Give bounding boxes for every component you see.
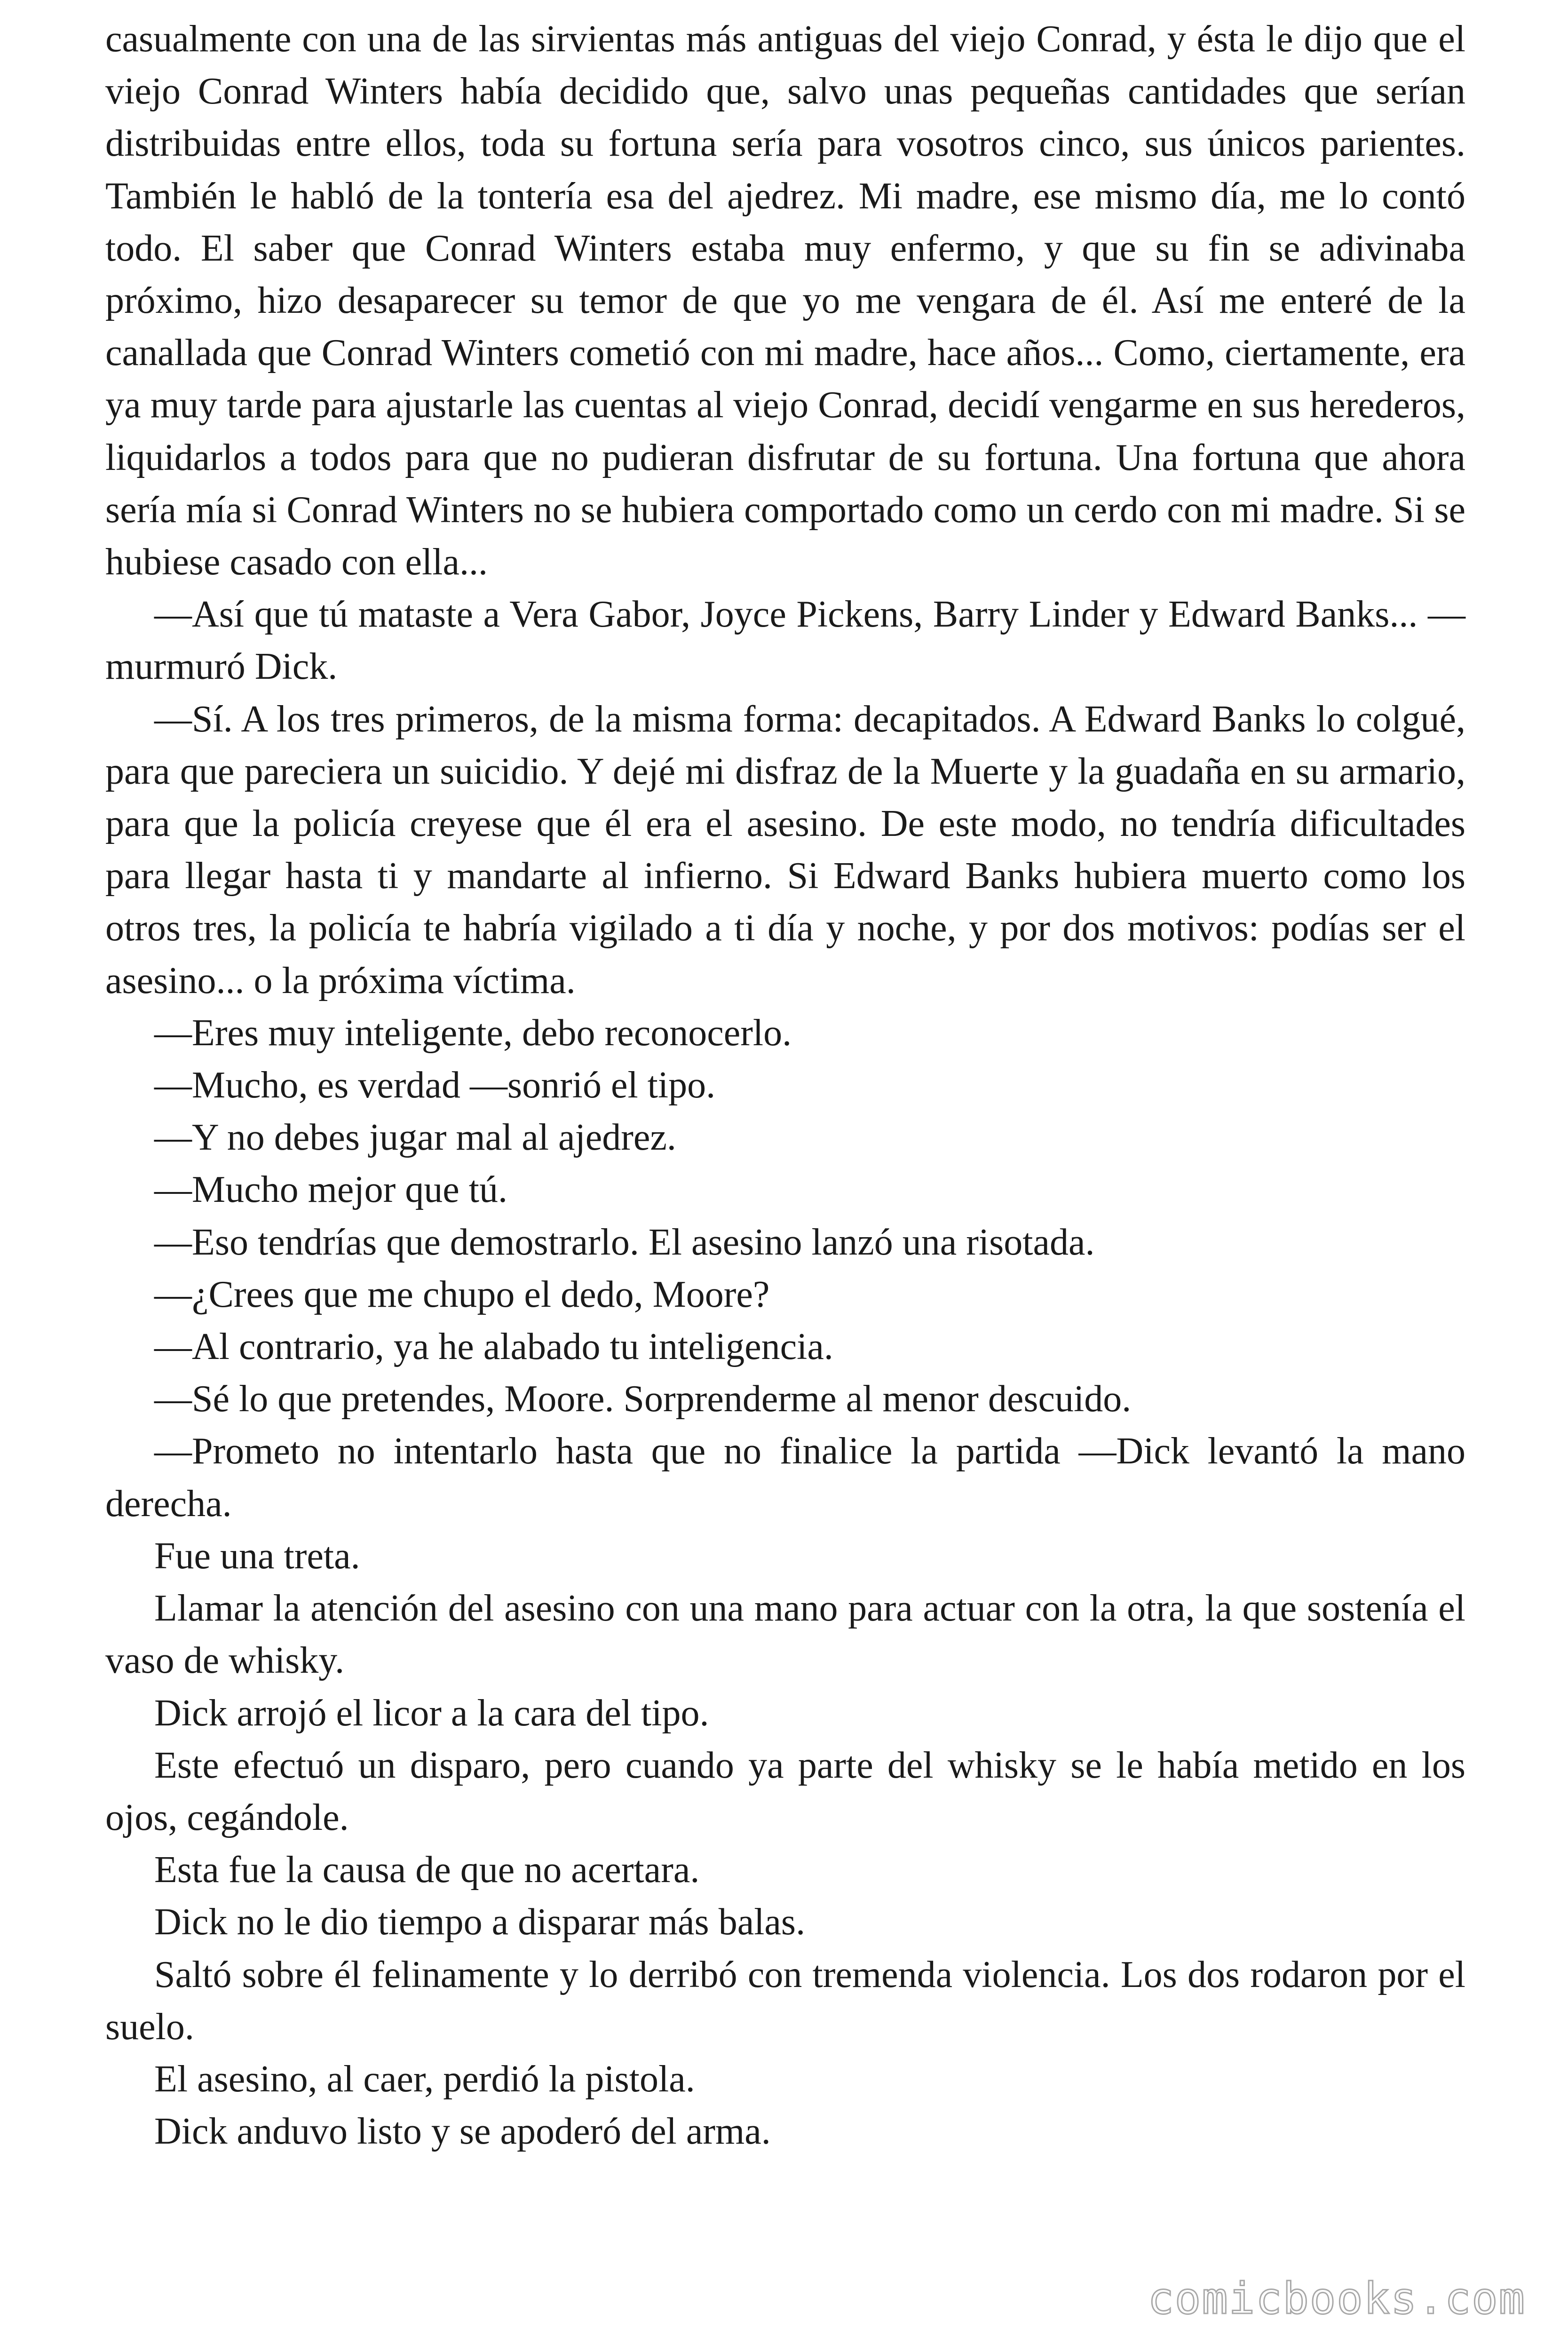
paragraph: Saltó sobre él felinamente y lo derribó con tremenda violencia. Los dos rodaron por el suelo. <box>105 1954 1465 2048</box>
paragraph: El asesino, al caer, perdió la pistola. <box>154 2058 695 2100</box>
paragraph: Fue una treta. <box>154 1535 360 1577</box>
paragraph: —Al contrario, ya he alabado tu inteligencia. <box>154 1326 833 1368</box>
paragraph: —Así que tú mataste a Vera Gabor, Joyce Pickens, Barry Linder y Edward Banks... — murmuró Dick. <box>105 594 1465 688</box>
page-text <box>105 13 1465 2158</box>
paragraph: Esta fue la causa de que no acertara. <box>154 1849 700 1891</box>
paragraph: —Eres muy inteligente, debo reconocerlo. <box>154 1012 792 1054</box>
paragraph: Dick arrojó el licor a la cara del tipo. <box>154 1692 709 1734</box>
paragraph: Dick no le dio tiempo a disparar más balas. <box>154 1901 806 1943</box>
paragraph: —Y no debes jugar mal al ajedrez. <box>154 1117 676 1159</box>
paragraph: casualmente con una de las sirvientas más antiguas del viejo Conrad, y ésta le dijo que el viejo Conrad Winters había decidido que, salvo unas pequeñas cantidades que serían distribuidas entre ellos, toda su fortuna sería para vosotros cinco, sus únicos parientes. También le habló de la tontería esa del ajedrez. Mi madre, ese mismo día, me lo contó todo. El saber que Conrad Winters estaba muy enfermo, y que su fin se adivinaba próximo, hizo desaparecer su temor de que yo me vengara de él. Así me enteré de la canallada que Conrad Winters cometió con mi madre, hace años... Como, ciertamente, era ya muy tarde para ajustarle las cuentas al viejo Conrad, decidí vengarme en sus herederos, liquidarlos a todos para que no pudieran disfrutar de su fortuna. Una fortuna que ahora sería mía si Conrad Winters no se hubiera comportado como un cerdo con mi madre. Si se hubiese casado con ella... <box>105 18 1465 583</box>
paragraph: —Prometo no intentarlo hasta que no finalice la partida —Dick levantó la mano derecha. <box>105 1430 1465 1525</box>
paragraph: —Sé lo que pretendes, Moore. Sorprenderme al menor descuido. <box>154 1378 1132 1420</box>
paragraph: —Mucho mejor que tú. <box>154 1169 507 1211</box>
paragraph: —Sí. A los tres primeros, de la misma forma: decapitados. A Edward Banks lo colgué, para que pareciera un suicidio. Y dejé mi disfraz de la Muerte y la guadaña en su armario, para que la policía creyese que él era el asesino. De este modo, no tendría dificultades para llegar hasta ti y mandarte al infierno. Si Edward Banks hubiera muerto como los otros tres, la policía te habría vigilado a ti día y noche, y por dos motivos: podías ser el asesino... o la próxima víctima. <box>105 698 1465 1001</box>
paragraph: —Mucho, es verdad —sonrió el tipo. <box>154 1065 716 1106</box>
paragraph: Dick anduvo listo y se apoderó del arma. <box>154 2111 771 2153</box>
paragraph: —Eso tendrías que demostrarlo. El asesino lanzó una risotada. <box>154 1221 1095 1263</box>
watermark: comicbooks.com <box>1148 2273 1526 2324</box>
paragraph: —¿Crees que me chupo el dedo, Moore? <box>154 1273 770 1315</box>
paragraph: Este efectuó un disparo, pero cuando ya parte del whisky se le había metido en los ojos, cegándole. <box>105 1744 1465 1838</box>
paragraph: Llamar la atención del asesino con una mano para actuar con la otra, la que sostenía el vaso de whisky. <box>105 1588 1465 1682</box>
